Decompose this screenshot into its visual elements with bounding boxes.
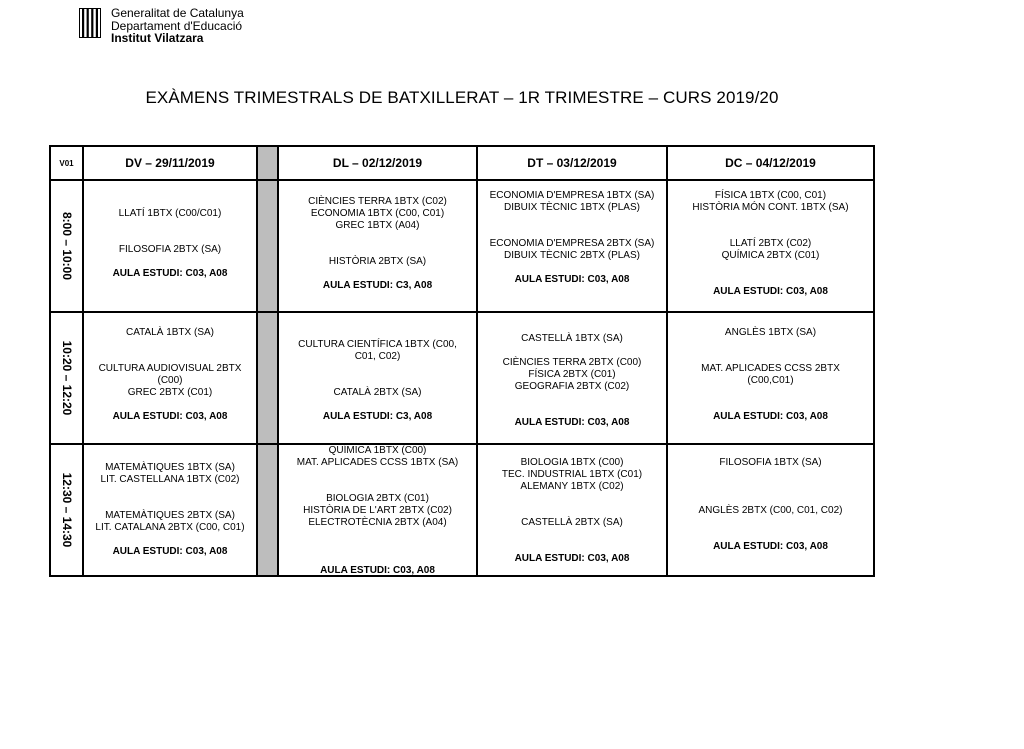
study-room-note: AULA ESTUDI: C03, A08 (713, 541, 828, 552)
exam-entry: FÍSICA 1BTX (C00, C01) (714, 190, 827, 201)
exam-entry: ELECTROTÈCNIA 2BTX (A04) (308, 517, 447, 528)
table-row (50, 180, 874, 312)
exam-entry: HISTÒRIA MÓN CONT. 1BTX (SA) (692, 202, 849, 213)
exam-entry: LIT. CATALANA 2BTX (C00, C01) (95, 522, 245, 533)
table-row (50, 312, 874, 444)
time-slot-label: 8:00 – 10:00 (59, 211, 74, 281)
exam-entry: ANGLÈS 2BTX (C00, C01, C02) (698, 505, 843, 516)
exam-entry: MATEMÀTIQUES 1BTX (SA) (105, 462, 235, 473)
organization-name (111, 7, 244, 45)
study-room-note: AULA ESTUDI: C03, A08 (713, 286, 828, 297)
exam-schedule-table (49, 145, 875, 577)
separator-column (257, 180, 278, 312)
exam-entry: CIÈNCIES TERRA 1BTX (C02) (308, 196, 447, 207)
time-slot-label: 12:30 – 14:30 (59, 472, 74, 548)
exam-entry: MATEMÀTIQUES 2BTX (SA) (105, 510, 235, 521)
exam-entry: HISTÒRIA DE L'ART 2BTX (C02) (303, 505, 452, 516)
exam-entry: BIOLOGIA 2BTX (C01) (326, 493, 429, 504)
exam-entry: ANGLÈS 1BTX (SA) (724, 327, 817, 338)
exam-entry: BIOLOGIA 1BTX (C00) (520, 457, 624, 468)
page-title: EXÀMENS TRIMESTRALS DE BATXILLERAT – 1R TRIMESTRE – CURS 2019/20 (145, 88, 779, 107)
exam-entry: C01, C02) (354, 351, 401, 362)
exam-entry: FÍSICA 2BTX (C01) (528, 369, 616, 380)
exam-entry: ECONOMIA 1BTX (C00, C01) (310, 208, 445, 219)
study-room-note: AULA ESTUDI: C03, A08 (713, 411, 828, 422)
time-slot-label: 10:20 – 12:20 (59, 340, 74, 416)
exam-entry: ALEMANY 1BTX (C02) (520, 481, 624, 492)
schedule-cell (667, 180, 874, 312)
org-line-institute: Institut Vilatzara (111, 31, 204, 45)
day-header: DC – 04/12/2019 (667, 146, 874, 180)
institution-header (79, 7, 244, 49)
exam-entry: MAT. APLICADES CCSS 2BTX (701, 363, 840, 374)
study-room-note: AULA ESTUDI: C03, A08 (514, 274, 630, 285)
exam-entry: DIBUIX TÈCNIC 1BTX (PLAS) (504, 202, 640, 213)
exam-entry: MAT. APLICADES CCSS 1BTX (SA) (296, 457, 459, 468)
version-label: V01 (50, 146, 83, 180)
study-room-note: AULA ESTUDI: C03, A08 (112, 546, 228, 557)
study-room-note: AULA ESTUDI: C03, A08 (514, 417, 630, 428)
schedule-cell (278, 444, 477, 576)
day-header: DV – 29/11/2019 (83, 146, 257, 180)
exam-entry: LLATÍ 1BTX (C00/C01) (118, 208, 222, 219)
exam-entry: HISTÒRIA 2BTX (SA) (328, 256, 427, 267)
exam-entry: QUÍMICA 1BTX (C00) (328, 445, 427, 456)
schedule-cell (667, 444, 874, 576)
separator-column (257, 146, 278, 180)
exam-entry: FILOSOFIA 1BTX (SA) (719, 457, 822, 468)
exam-entry: TEC. INDUSTRIAL 1BTX (C01) (501, 469, 643, 480)
schedule-cell (667, 312, 874, 444)
exam-entry: FILOSOFIA 2BTX (SA) (118, 244, 222, 255)
exam-entry: LIT. CASTELLANA 1BTX (C02) (100, 474, 240, 485)
study-room-note: AULA ESTUDI: C03, A08 (112, 268, 228, 279)
time-slot (50, 180, 83, 312)
exam-entry: CASTELLÀ 1BTX (SA) (521, 333, 623, 344)
org-line-generalitat: Generalitat de Catalunya (111, 6, 244, 20)
exam-entry: CASTELLÀ 2BTX (SA) (521, 517, 623, 528)
exam-entry: CATALÀ 2BTX (SA) (333, 387, 422, 398)
study-room-note: AULA ESTUDI: C03, A08 (112, 411, 228, 422)
time-slot (50, 312, 83, 444)
exam-entry: CIÈNCIES TERRA 2BTX (C00) (502, 357, 642, 368)
schedule-cell (83, 180, 257, 312)
study-room-note: AULA ESTUDI: C03, A08 (320, 565, 435, 576)
exam-entry: GREC 1BTX (A04) (335, 220, 420, 231)
exam-entry: QUÍMICA 2BTX (C01) (721, 250, 820, 261)
schedule-cell (477, 312, 667, 444)
exam-entry: CATALÀ 1BTX (SA) (126, 327, 214, 338)
exam-entry: GEOGRAFIA 2BTX (C02) (514, 381, 630, 392)
exam-entry: (C00,C01) (747, 375, 794, 386)
exam-entry: LLATÍ 2BTX (C02) (729, 238, 812, 249)
day-header: DT – 03/12/2019 (477, 146, 667, 180)
day-header: DL – 02/12/2019 (278, 146, 477, 180)
exam-entry: ECONOMIA D'EMPRESA 1BTX (SA) (489, 190, 655, 201)
schedule-cell (83, 444, 257, 576)
schedule-cell (477, 180, 667, 312)
org-line-department: Departament d'Educació (111, 18, 243, 33)
separator-column (257, 444, 278, 576)
exam-entry: GREC 2BTX (C01) (127, 387, 213, 398)
exam-entry: CULTURA AUDIOVISUAL 2BTX (98, 363, 242, 374)
study-room-note: AULA ESTUDI: C03, A08 (514, 553, 630, 564)
study-room-note: AULA ESTUDI: C3, A08 (322, 411, 433, 422)
separator-column (257, 312, 278, 444)
study-room-note: AULA ESTUDI: C3, A08 (322, 280, 433, 291)
exam-entry: (C00) (157, 375, 183, 386)
exam-entry: ECONOMIA D'EMPRESA 2BTX (SA) (489, 238, 655, 249)
table-row (50, 444, 874, 576)
exam-entry: DIBUIX TÈCNIC 2BTX (PLAS) (504, 250, 640, 261)
time-slot (50, 444, 83, 576)
catalan-flag-icon (79, 8, 101, 38)
table-header-row (50, 146, 874, 180)
schedule-cell (477, 444, 667, 576)
schedule-cell (278, 312, 477, 444)
exam-entry: CULTURA CIENTÍFICA 1BTX (C00, (298, 339, 457, 350)
schedule-cell (83, 312, 257, 444)
schedule-cell (278, 180, 477, 312)
